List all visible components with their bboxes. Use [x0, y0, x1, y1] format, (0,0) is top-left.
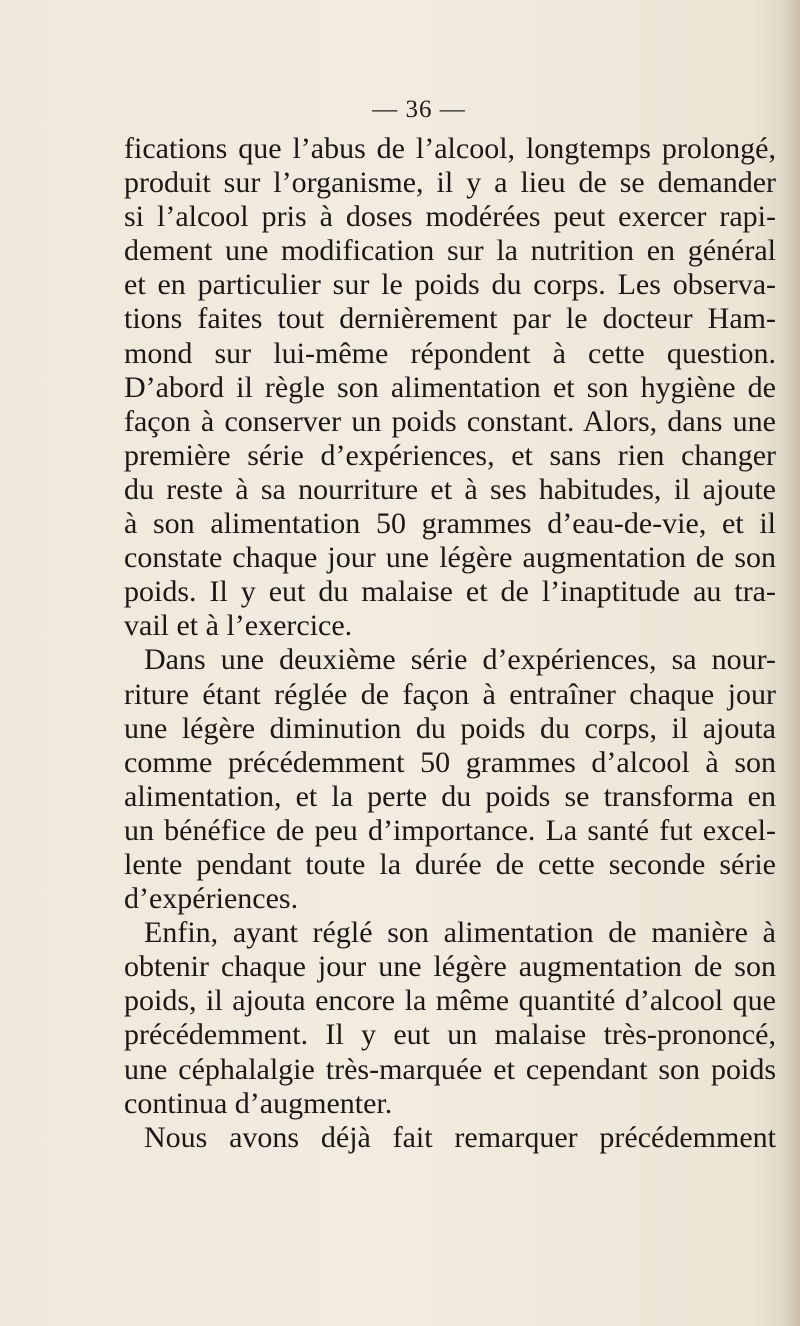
text-line: Enfin, ayant réglé son alimentation de manière à — [144, 916, 776, 950]
text-line: riture étant réglée de façon à entraîner chaque jour — [124, 677, 776, 711]
text-line: vail et à l’exercice. — [124, 609, 353, 643]
text-line: constate chaque jour une légère augmentation de son — [124, 541, 776, 575]
page-number: — 36 — — [372, 96, 466, 123]
text-line: lente pendant toute la durée de cette seconde série — [124, 847, 776, 881]
text-line: poids, il ajouta encore la même quantité d’alcool que — [124, 984, 776, 1018]
text-line: précédemment. Il y eut un malaise très-prononcé, — [124, 1018, 776, 1052]
text-line: Nous avons déjà fait remarquer précédemment — [144, 1120, 776, 1154]
text-line: du reste à sa nourriture et à ses habitudes, il ajoute — [124, 472, 776, 506]
body-text — [124, 132, 776, 1155]
text-line: continua d’augmenter. — [124, 1086, 393, 1120]
text-line: D’abord il règle son alimentation et son hygiène de — [124, 370, 776, 404]
text-line: Dans une deuxième série d’expériences, sa nour- — [144, 643, 776, 677]
text-line: dement une modification sur la nutrition en général — [124, 234, 776, 268]
text-line: tions faites tout dernièrement par le docteur Ham- — [124, 302, 776, 336]
text-line: une légère diminution du poids du corps, il ajouta — [124, 711, 776, 745]
text-line: d’expériences. — [124, 882, 299, 916]
text-line: mond sur lui-même répondent à cette question. — [124, 336, 776, 370]
text-line: fications que l’abus de l’alcool, longtemps prolongé, — [124, 132, 776, 165]
text-line: et en particulier sur le poids du corps. Les observa- — [124, 268, 776, 302]
page-edge-shadow — [782, 0, 800, 1326]
text-line: produit sur l’organisme, il y a lieu de se demander — [124, 166, 776, 200]
text-line: première série d’expériences, et sans rien changer — [124, 438, 776, 472]
text-line: poids. Il y eut du malaise et de l’inaptitude au tra- — [124, 575, 776, 609]
text-line: façon à conserver un poids constant. Alors, dans une — [124, 404, 776, 438]
text-line: si l’alcool pris à doses modérées peut exercer rapi- — [124, 200, 776, 234]
text-line: alimentation, et la perte du poids se transforma en — [124, 779, 776, 813]
text-line: une céphalalgie très-marquée et cependant son poids — [124, 1052, 776, 1086]
text-line: obtenir chaque jour une légère augmentation de son — [124, 950, 776, 984]
text-line: comme précédemment 50 grammes d’alcool à son — [124, 745, 776, 779]
text-line: un bénéfice de peu d’importance. La santé fut excel- — [124, 813, 776, 847]
text-line: à son alimentation 50 grammes d’eau-de-vie, et il — [124, 507, 776, 541]
